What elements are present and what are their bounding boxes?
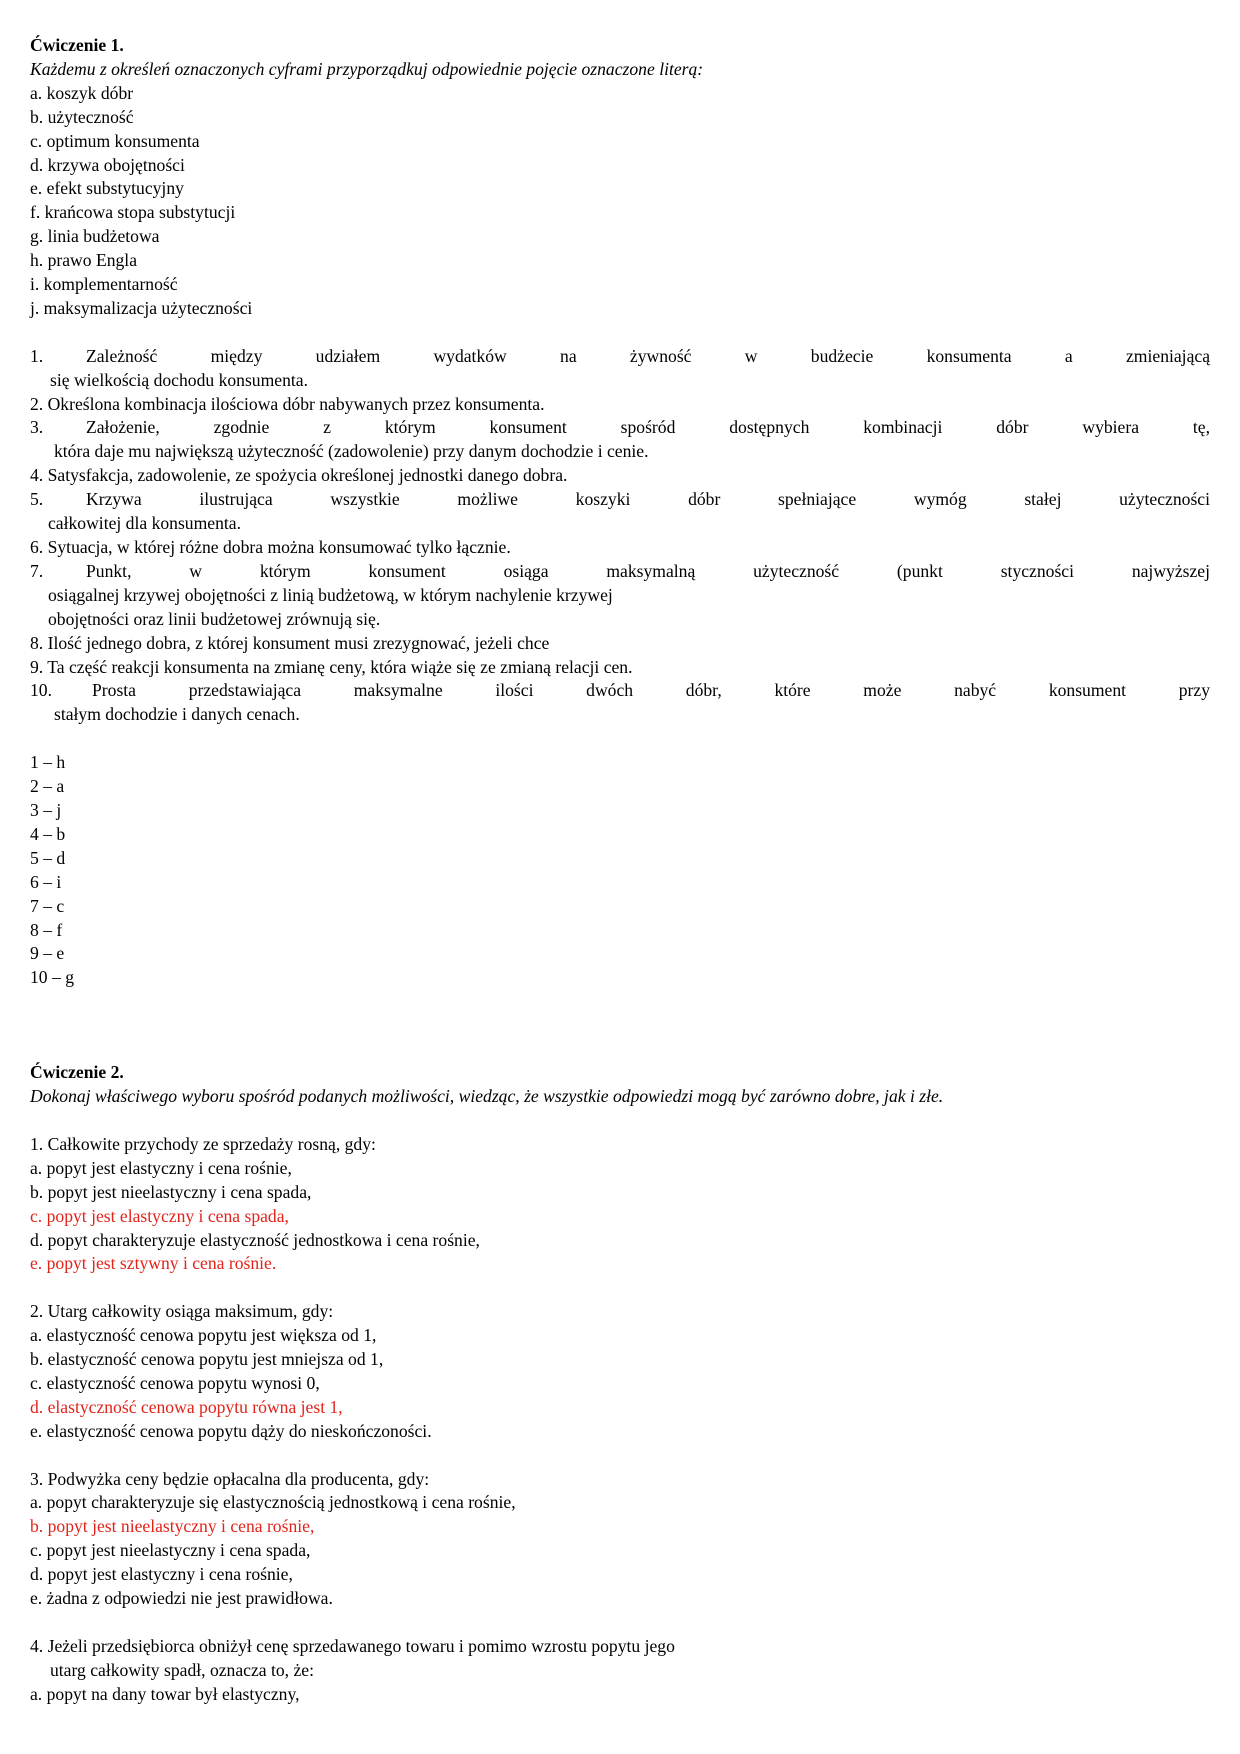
definition-number: 1. xyxy=(30,345,44,366)
answer-option: e. elastyczność cenowa popytu dąży do nieskończoności. xyxy=(30,1420,432,1441)
spacer xyxy=(30,1611,1210,1635)
answer-option: b. elastyczność cenowa popytu jest mniejsza od 1, xyxy=(30,1349,384,1370)
spacer xyxy=(30,1109,1210,1133)
exercise-2-title: Ćwiczenie 2. xyxy=(30,1062,124,1083)
answer-option: b. popyt jest nieelastyczny i cena spada, xyxy=(30,1181,312,1202)
question-block xyxy=(30,1133,1210,1276)
definition-text: Punkt, w którym konsument osiąga maksymalną użyteczność (punkt styczności najwyższej xyxy=(86,560,1210,581)
answer-option: e. żadna z odpowiedzi nie jest prawidłowa. xyxy=(30,1588,333,1609)
answer-option-correct: b. popyt jest nieelastyczny i cena rośnie, xyxy=(30,1516,315,1537)
definition-item: 8. Ilość jednego dobra, z której konsument musi zrezygnować, jeżeli chce xyxy=(30,632,550,653)
term-item: h. prawo Engla xyxy=(30,250,137,271)
definition-continuation: całkowitej dla konsumenta. xyxy=(48,513,241,534)
definition-item: 9. Ta część reakcji konsumenta na zmianę ceny, która wiąże się ze zmianą relacji cen. xyxy=(30,656,633,677)
definition-item xyxy=(30,416,1210,464)
term-item: g. linia budżetowa xyxy=(30,226,160,247)
definition-continuation: która daje mu największą użyteczność (zadowolenie) przy danym dochodzie i cenie. xyxy=(54,441,649,462)
answer-option: a. popyt na dany towar był elastyczny, xyxy=(30,1683,300,1704)
answer-item: 1 – h xyxy=(30,752,66,773)
term-item: e. efekt substytucyjny xyxy=(30,178,184,199)
question-block xyxy=(30,1468,1210,1611)
exercise-2-instruction: Dokonaj właściwego wyboru spośród podanych możliwości, wiedząc, że wszystkie odpowiedzi mogą być zarówno dobre, jak i złe. xyxy=(30,1086,944,1107)
question-text: 3. Podwyżka ceny będzie opłacalna dla producenta, gdy: xyxy=(30,1468,430,1489)
definition-item: 6. Sytuacja, w której różne dobra można konsumować tylko łącznie. xyxy=(30,537,511,558)
answer-item: 7 – c xyxy=(30,895,65,916)
term-item: d. krzywa obojętności xyxy=(30,154,185,175)
question-block xyxy=(30,1635,1210,1707)
term-item: i. komplementarność xyxy=(30,274,178,295)
definition-text: Krzywa ilustrująca wszystkie możliwe koszyki dóbr spełniające wymóg stałej użyteczności xyxy=(86,489,1210,510)
exercise-1-title: Ćwiczenie 1. xyxy=(30,35,124,55)
term-item: b. użyteczność xyxy=(30,106,134,127)
definition-number: 5. xyxy=(30,489,44,510)
answer-item: 9 – e xyxy=(30,943,65,964)
definition-number: 3. xyxy=(30,417,44,438)
question-block xyxy=(30,1300,1210,1443)
definition-text: Prosta przedstawiająca maksymalne ilości dwóch dóbr, które może nabyć konsument przy xyxy=(92,680,1210,701)
answer-option: c. elastyczność cenowa popytu wynosi 0, xyxy=(30,1372,320,1393)
definition-item: 4. Satysfakcja, zadowolenie, ze spożycia określonej jednostki danego dobra. xyxy=(30,465,568,486)
spacer xyxy=(30,990,1210,1061)
spacer xyxy=(30,1276,1210,1300)
definition-number: 7. xyxy=(30,560,44,581)
term-item: f. krańcowa stopa substytucji xyxy=(30,202,236,223)
question-text: 2. Utarg całkowity osiąga maksimum, gdy: xyxy=(30,1301,334,1322)
definition-number: 10. xyxy=(30,680,52,701)
answer-item: 10 – g xyxy=(30,967,74,988)
exercise-1-instruction: Każdemu z określeń oznaczonych cyframi przyporządkuj odpowiednie pojęcie oznaczone literą: xyxy=(30,58,704,79)
spacer xyxy=(30,321,1210,345)
spacer xyxy=(30,727,1210,751)
answer-option: d. popyt jest elastyczny i cena rośnie, xyxy=(30,1564,293,1585)
definition-continuation: się wielkością dochodu konsumenta. xyxy=(50,369,308,390)
answer-item: 2 – a xyxy=(30,776,65,797)
term-item: j. maksymalizacja użyteczności xyxy=(30,297,253,318)
answers-list xyxy=(30,751,1210,990)
answer-option: d. popyt charakteryzuje elastyczność jednostkowa i cena rośnie, xyxy=(30,1229,480,1250)
question-text: 1. Całkowite przychody ze sprzedaży rosną, gdy: xyxy=(30,1133,376,1154)
answer-option-correct: c. popyt jest elastyczny i cena spada, xyxy=(30,1205,289,1226)
definition-continuation: obojętności oraz linii budżetowej zrównują się. xyxy=(48,608,381,629)
answer-item: 8 – f xyxy=(30,919,63,940)
definition-text: Zależność między udziałem wydatków na żywność w budżecie konsumenta a zmieniającą xyxy=(86,345,1210,366)
definition-item xyxy=(30,488,1210,536)
answer-option: a. popyt charakteryzuje się elastycznością jednostkową i cena rośnie, xyxy=(30,1492,516,1513)
definition-continuation: osiągalnej krzywej obojętności z linią budżetową, w którym nachylenie krzywej xyxy=(48,584,613,605)
definition-item xyxy=(30,560,1210,632)
term-item: a. koszyk dóbr xyxy=(30,82,134,103)
definition-item xyxy=(30,345,1210,393)
document-page xyxy=(30,34,1210,1707)
definition-item xyxy=(30,679,1210,727)
definition-text: Założenie, zgodnie z którym konsument spośród dostępnych kombinacji dóbr wybiera tę, xyxy=(86,417,1210,438)
answer-item: 4 – b xyxy=(30,823,66,844)
question-text: 4. Jeżeli przedsiębiorca obniżył cenę sprzedawanego towaru i pomimo wzrostu popytu jego xyxy=(30,1635,675,1656)
answer-option-correct: d. elastyczność cenowa popytu równa jest 1, xyxy=(30,1396,343,1417)
terms-list xyxy=(30,82,1210,321)
answer-option: a. popyt jest elastyczny i cena rośnie, xyxy=(30,1157,292,1178)
answer-option: c. popyt jest nieelastyczny i cena spada, xyxy=(30,1540,311,1561)
definition-continuation: stałym dochodzie i danych cenach. xyxy=(54,704,300,725)
answer-item: 6 – i xyxy=(30,871,62,892)
definitions-list xyxy=(30,345,1210,728)
spacer xyxy=(30,1444,1210,1468)
definition-item: 2. Określona kombinacja ilościowa dóbr nabywanych przez konsumenta. xyxy=(30,393,545,414)
answer-item: 3 – j xyxy=(30,799,62,820)
answer-item: 5 – d xyxy=(30,847,66,868)
term-item: c. optimum konsumenta xyxy=(30,130,200,151)
answer-option-correct: e. popyt jest sztywny i cena rośnie. xyxy=(30,1253,277,1274)
answer-option: a. elastyczność cenowa popytu jest większa od 1, xyxy=(30,1325,377,1346)
question-continuation: utarg całkowity spadł, oznacza to, że: xyxy=(50,1659,314,1680)
